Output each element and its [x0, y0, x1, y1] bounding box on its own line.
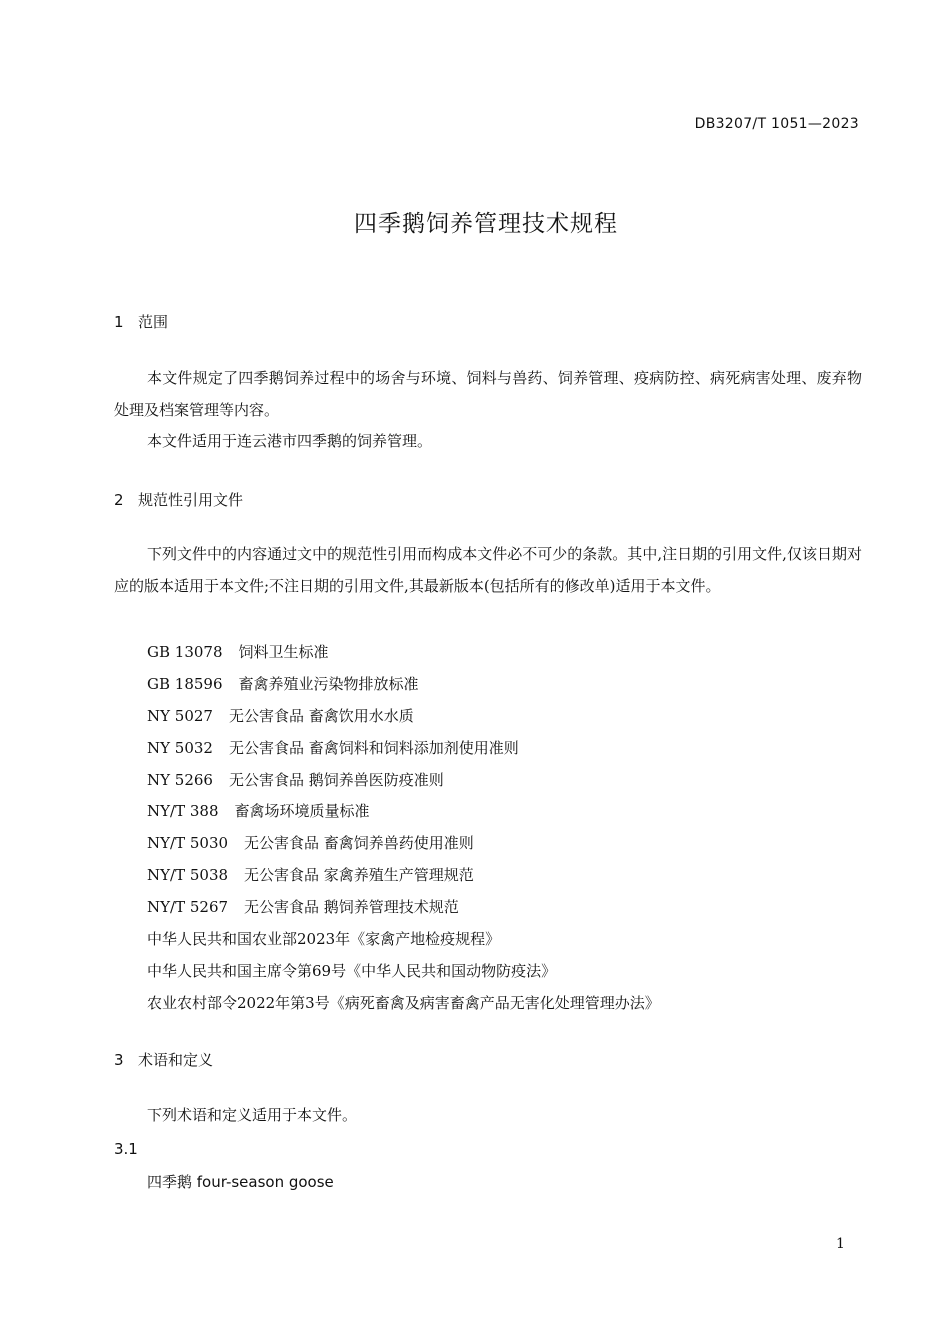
reference-item: [147, 832, 474, 853]
section-title: 规范性引用文件: [138, 491, 244, 509]
scope-paragraph-1: 本文件规定了四季鹅饲养过程中的场舍与环境、饲料与兽药、饲养管理、疫病防控、病死病害处理、废弃物处理及档案管理等内容。: [114, 369, 862, 419]
reference-title: 畜禽养殖业污染物排放标准: [238, 675, 419, 693]
reference-code: NY 5027: [147, 707, 213, 725]
term-entry-number: 3.1: [114, 1140, 138, 1158]
reference-code: NY 5266: [147, 771, 213, 789]
reference-title: 无公害食品 畜禽饮用水水质: [228, 707, 414, 725]
reference-item: [147, 769, 444, 790]
reference-code: NY/T 388: [147, 802, 219, 820]
section-heading-references: [114, 489, 243, 510]
section-number: 2: [114, 491, 124, 509]
reference-item: [147, 641, 329, 662]
reference-title: 无公害食品 鹅饲养兽医防疫准则: [228, 771, 444, 789]
reference-title: 饲料卫生标准: [238, 643, 329, 661]
reference-title: 无公害食品 畜禽饲养兽药使用准则: [244, 834, 474, 852]
reference-item: [147, 864, 474, 885]
reference-item: [147, 800, 370, 821]
term-entry-title: 四季鹅 four-season goose: [147, 1173, 334, 1191]
reference-item: [147, 673, 419, 694]
reference-item: [147, 896, 459, 917]
document-code: DB3207/T 1051—2023: [694, 116, 859, 132]
reference-code: GB 13078: [147, 643, 223, 661]
page-number: 1: [836, 1236, 845, 1252]
reference-title: 无公害食品 畜禽饲料和饲料添加剂使用准则: [228, 739, 519, 757]
section-number: 3: [114, 1051, 124, 1069]
reference-code: NY/T 5267: [147, 898, 229, 916]
reference-title: 无公害食品 家禽养殖生产管理规范: [244, 866, 474, 884]
law-reference: 中华人民共和国农业部2023年《家禽产地检疫规程》: [147, 930, 501, 948]
reference-code: NY/T 5038: [147, 866, 229, 884]
reference-code: NY 5032: [147, 739, 213, 757]
reference-code: GB 18596: [147, 675, 223, 693]
reference-title: 畜禽场环境质量标准: [234, 802, 370, 820]
section-title: 范围: [138, 313, 169, 331]
reference-item: [147, 737, 519, 758]
reference-title: 无公害食品 鹅饲养管理技术规范: [244, 898, 459, 916]
terms-intro: 下列术语和定义适用于本文件。: [147, 1106, 358, 1124]
scope-paragraph-2: 本文件适用于连云港市四季鹅的饲养管理。: [147, 432, 433, 450]
document-title: 四季鹅饲养管理技术规程: [354, 211, 618, 237]
references-intro: 下列文件中的内容通过文中的规范性引用而构成本文件必不可少的条款。其中,注日期的引用文件,仅该日期对应的版本适用于本文件;不注日期的引用文件,其最新版本(包括所有的修改单)适用于本文件。: [114, 545, 862, 595]
reference-item: [147, 705, 414, 726]
section-heading-terms: [114, 1049, 213, 1070]
reference-code: NY/T 5030: [147, 834, 229, 852]
section-heading-scope: [114, 311, 168, 332]
law-reference: 农业农村部令2022年第3号《病死畜禽及病害畜禽产品无害化处理管理办法》: [147, 994, 660, 1012]
section-title: 术语和定义: [138, 1051, 214, 1069]
law-reference: 中华人民共和国主席令第69号《中华人民共和国动物防疫法》: [147, 962, 557, 980]
section-number: 1: [114, 313, 124, 331]
